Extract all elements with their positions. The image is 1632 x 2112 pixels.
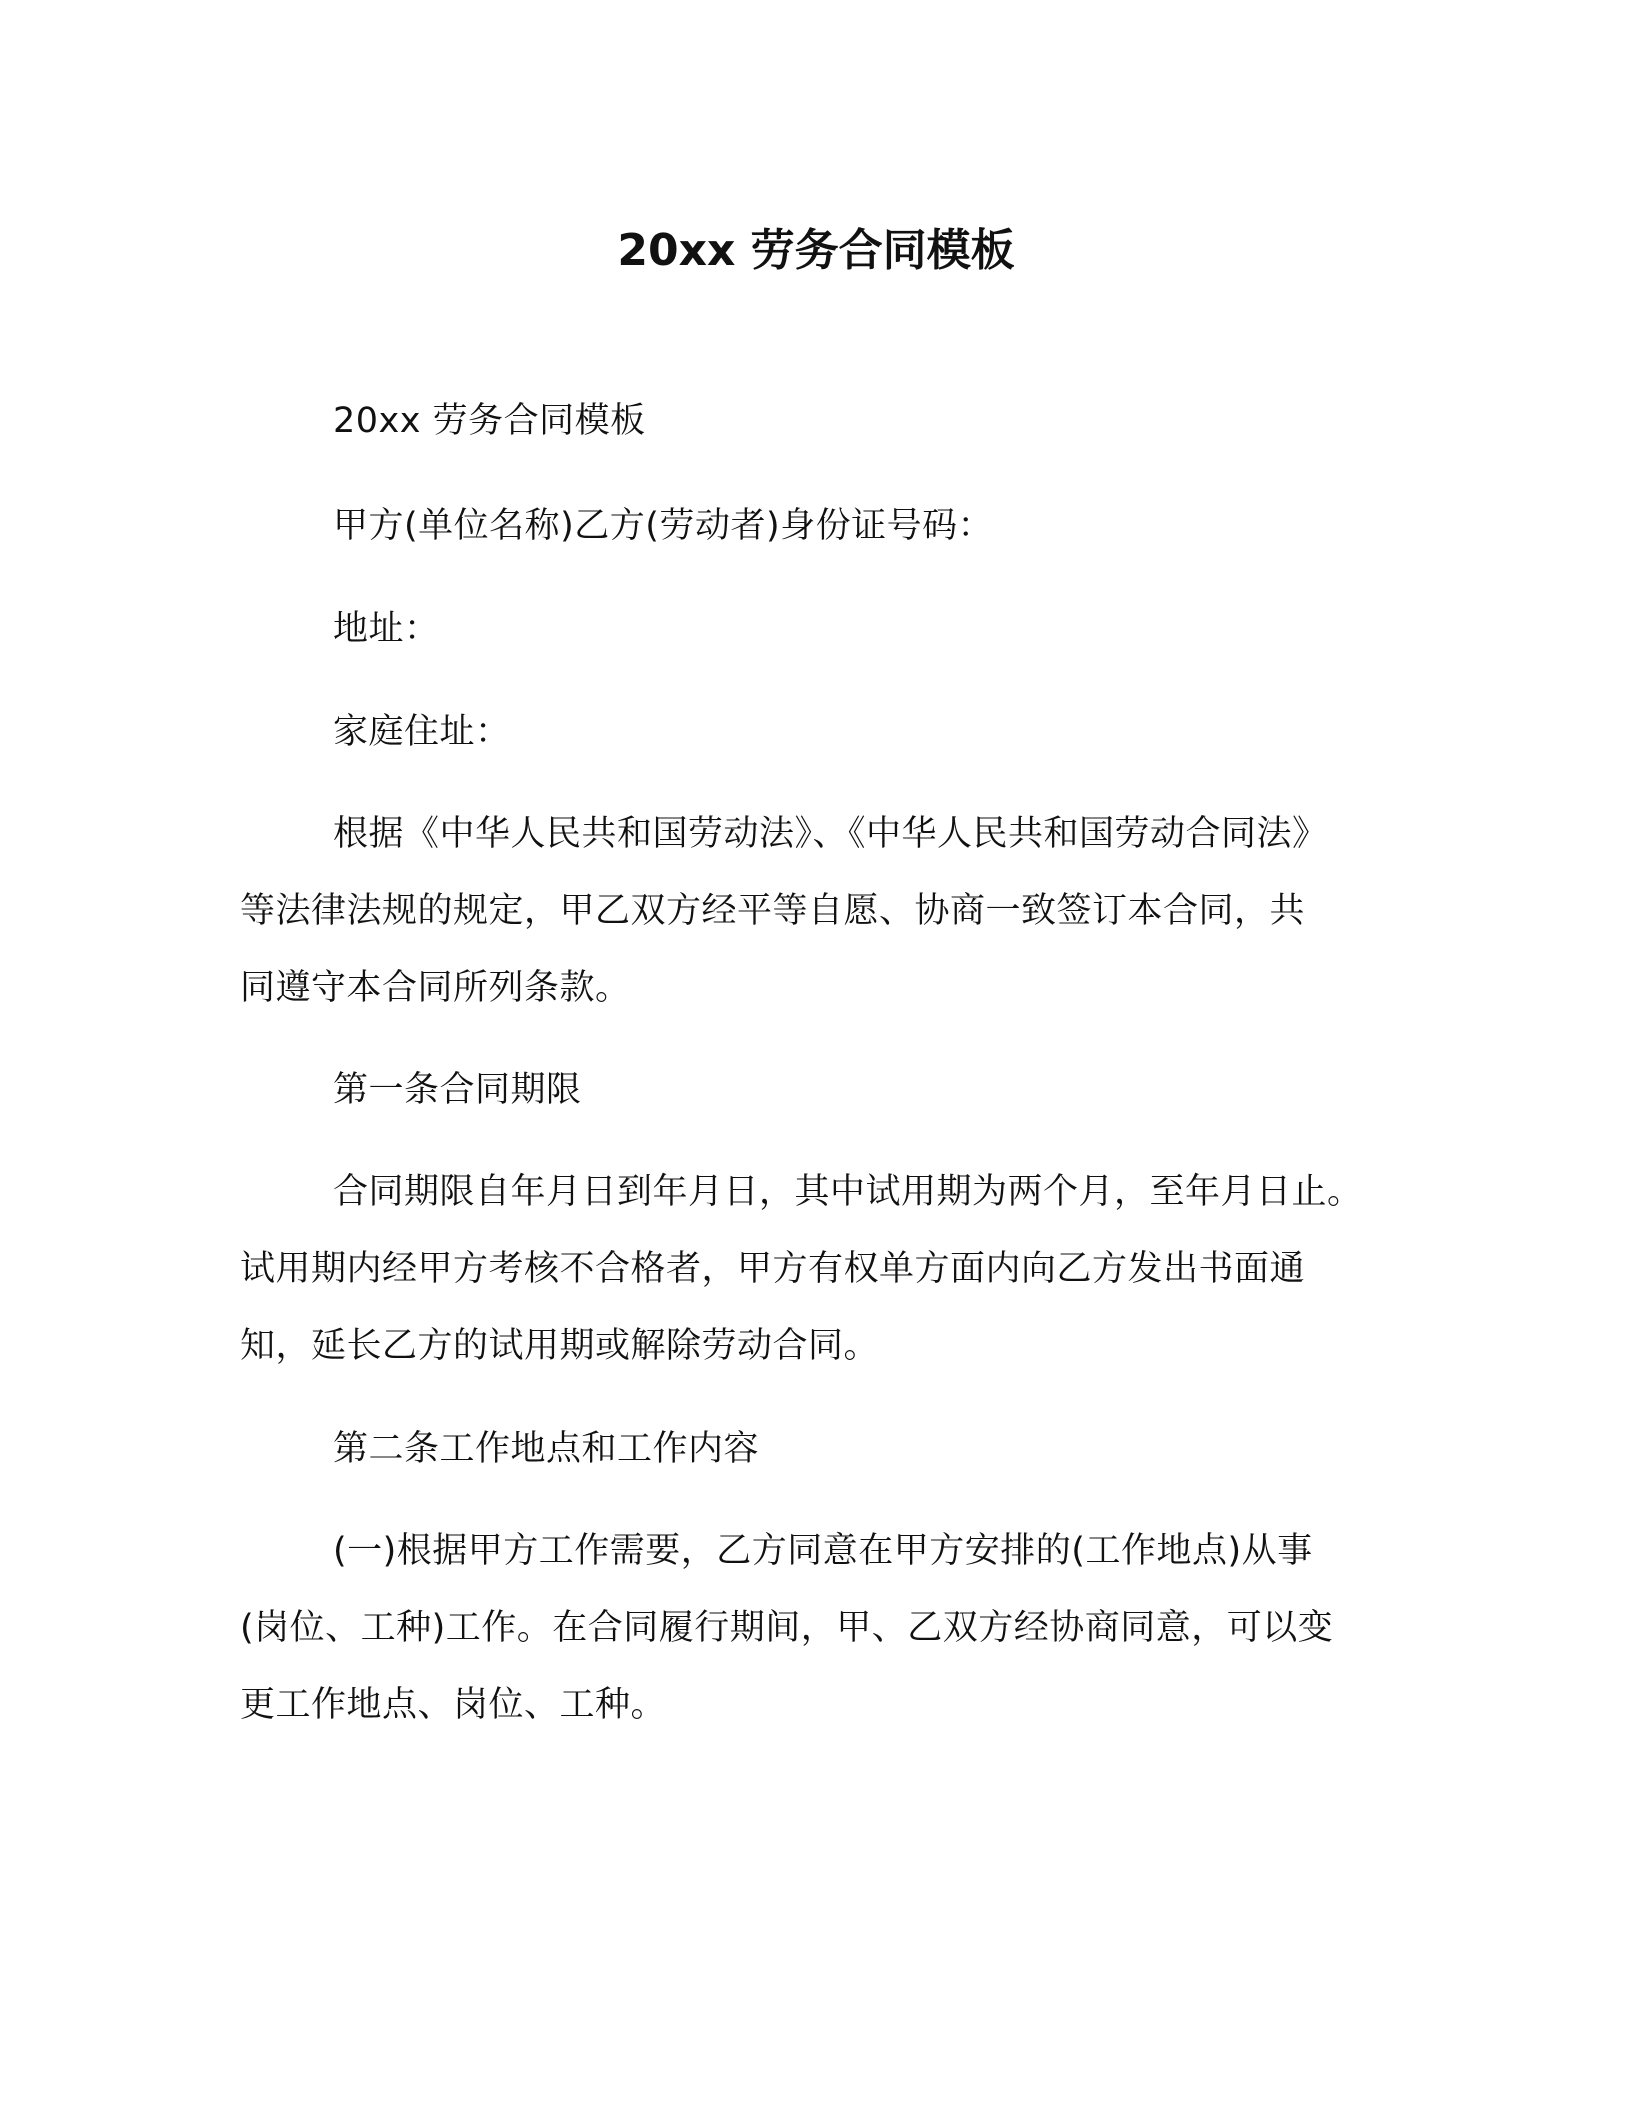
- preamble-line-2: 等法律法规的规定，甲乙双方经平等自愿、协商一致签订本合同，共: [240, 891, 1306, 931]
- document-title: 20xx 劳务合同模板: [617, 225, 1015, 276]
- preamble-line-3: 同遵守本合同所列条款。: [240, 968, 631, 1008]
- preamble-line-1: 根据《中华人民共和国劳动法》、《中华人民共和国劳动合同法》: [333, 814, 1328, 854]
- address-line: 地址：: [333, 609, 440, 649]
- article-1-line-1: 合同期限自年月日到年月日，其中试用期为两个月，至年月日止。: [333, 1172, 1363, 1212]
- article-2-line-3: 更工作地点、岗位、工种。: [240, 1685, 667, 1725]
- article-2-line-1: (一)根据甲方工作需要，乙方同意在甲方安排的(工作地点)从事: [333, 1531, 1313, 1571]
- home-address-line: 家庭住址：: [333, 712, 511, 752]
- article-1-line-3: 知，延长乙方的试用期或解除劳动合同。: [240, 1326, 880, 1366]
- article-2-line-2: (岗位、工种)工作。在合同履行期间，甲、乙双方经协商同意，可以变: [240, 1608, 1334, 1648]
- article-1-heading: 第一条合同期限: [333, 1070, 582, 1110]
- article-1-line-2: 试用期内经甲方考核不合格者，甲方有权单方面内向乙方发出书面通: [240, 1249, 1306, 1289]
- article-2-heading: 第二条工作地点和工作内容: [333, 1429, 760, 1469]
- party-info-line: 甲方(单位名称)乙方(劳动者)身份证号码：: [333, 506, 994, 546]
- subtitle-line: 20xx 劳务合同模板: [333, 401, 646, 441]
